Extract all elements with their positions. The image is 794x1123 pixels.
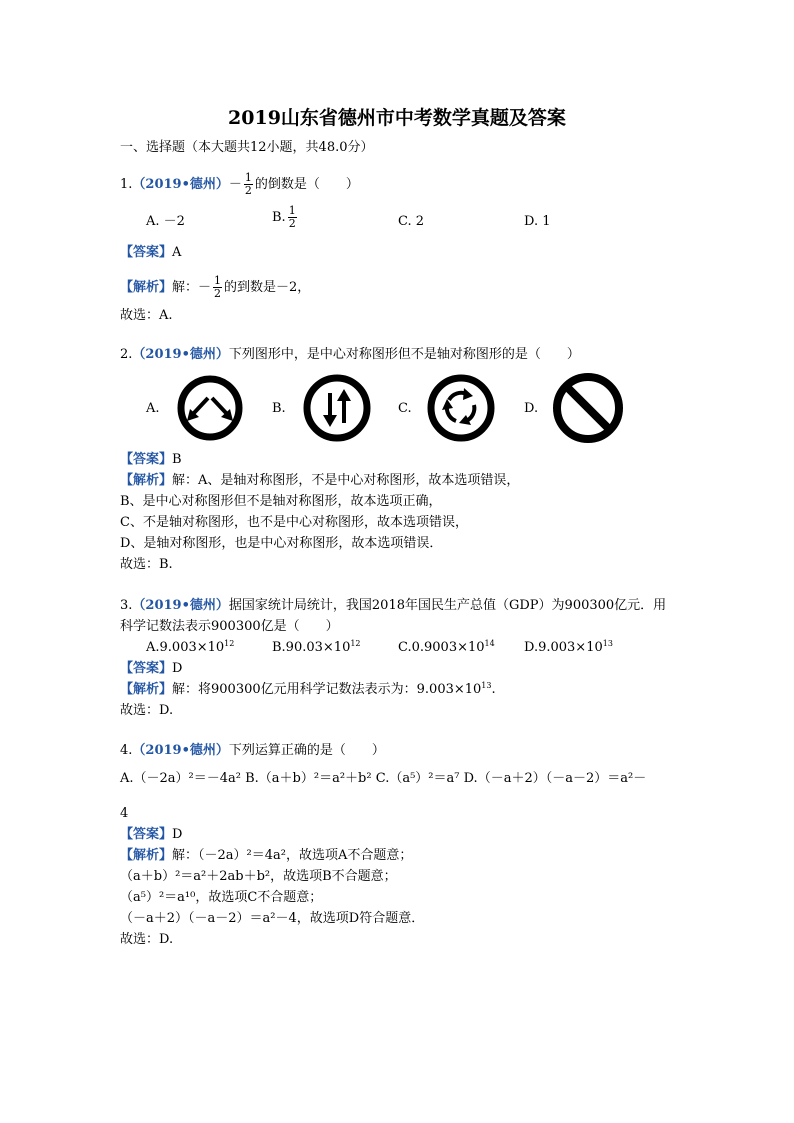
analysis-text: 解：A、是轴对称图形，不是中心对称图形，故本选项错误， — [172, 473, 520, 488]
question-number: 1. — [120, 177, 133, 192]
conclusion: 故选：D. — [120, 703, 174, 718]
question-number: 2. — [120, 347, 133, 362]
sign-a-diagonal-arrows-icon — [176, 374, 244, 442]
options-line: A.（－2a）²＝－4a² B.（a＋b）²＝a²＋b² C.（a⁵）²＝a⁷ D.（－a＋2）（－a－2）＝a²－ — [120, 771, 647, 786]
conclusion: 故选：B. — [120, 557, 173, 572]
question-number: 3. — [120, 598, 133, 613]
sign-d-prohibition-icon — [552, 372, 624, 444]
minus-sign: － — [228, 177, 242, 192]
fraction — [288, 205, 297, 230]
analysis-text: 解：将900300亿元用科学记数法表示为：9.003×10 — [172, 682, 482, 697]
answer-value: B — [172, 452, 182, 467]
option-c — [398, 639, 495, 657]
question-text: 科学记数法表示900300亿是（ ） — [120, 619, 339, 634]
question-text: 下列图形中，是中心对称图形但不是轴对称图形的是（ ） — [228, 347, 580, 362]
answer-label: 【答案】 — [120, 245, 173, 260]
fraction-denominator: 2 — [244, 184, 252, 197]
answer-line — [120, 244, 181, 262]
conclusion: 故选：A. — [120, 308, 173, 323]
answer-value: A — [172, 245, 182, 260]
exponent: 13 — [602, 639, 613, 648]
fraction-numerator: 1 — [244, 171, 252, 184]
question-number: 4. — [120, 743, 133, 758]
option-b — [272, 639, 361, 657]
analysis-label: 【解析】 — [120, 682, 173, 697]
question-text: 据国家统计局统计，我国2018年国民生产总值（GDP）为900300亿元．用 — [228, 598, 667, 613]
question-text: 下列运算正确的是（ ） — [228, 743, 385, 758]
fraction-denominator: 2 — [214, 287, 222, 300]
analysis-label: 【解析】 — [120, 280, 173, 295]
analysis-line: B、是中心对称图形但不是轴对称图形，故本选项正确， — [120, 494, 442, 509]
source-tag: （2019•德州） — [132, 347, 229, 362]
question-4-stem — [120, 742, 385, 760]
option-a: A. －2 — [146, 214, 185, 229]
question-2-stem — [120, 346, 580, 364]
fraction — [244, 172, 253, 197]
option-a: A. — [146, 401, 160, 416]
fraction — [213, 275, 222, 300]
option-c: C. — [398, 401, 412, 416]
option-text: D.9.003×10 — [524, 640, 603, 655]
answer-line — [120, 826, 182, 844]
conclusion: 故选：D. — [120, 932, 174, 947]
sign-b-two-way-arrows-icon — [302, 373, 372, 443]
question-3-stem — [120, 597, 666, 615]
option-text: C.0.9003×10 — [398, 640, 485, 655]
analysis-line: C、不是轴对称图形，也不是中心对称图形，故本选项错误， — [120, 515, 468, 530]
question-1-stem — [120, 172, 359, 197]
source-tag: （2019•德州） — [132, 598, 229, 613]
option-text: A.9.003×10 — [146, 640, 225, 655]
exponent: 13 — [481, 681, 492, 690]
option-b — [272, 205, 299, 230]
exponent: 14 — [484, 639, 495, 648]
analysis-line — [120, 681, 496, 699]
analysis-line: D、是轴对称图形，也是中心对称图形，故本选项错误． — [120, 536, 443, 551]
analysis-line — [120, 472, 519, 490]
source-tag: （2019•德州） — [132, 743, 229, 758]
answer-label: 【答案】 — [120, 827, 173, 842]
answer-label: 【答案】 — [120, 452, 173, 467]
analysis-line: （a＋b）²＝a²＋2ab＋b²，故选项B不合题意； — [120, 869, 397, 884]
exponent: 12 — [350, 639, 361, 648]
answer-value: D — [172, 661, 183, 676]
analysis-line — [120, 847, 412, 865]
period: . — [491, 682, 496, 697]
option-text: B.90.03×10 — [272, 640, 351, 655]
option-d: D. — [524, 401, 539, 416]
analysis-text: 的到数是－2， — [224, 280, 311, 295]
option-a — [146, 639, 234, 657]
analysis-line — [120, 275, 310, 300]
fraction-numerator: 1 — [288, 204, 296, 217]
option-c: C. 2 — [398, 214, 425, 229]
analysis-text: 解：（－2a）²＝4a²，故选项A不合题意； — [172, 848, 413, 863]
analysis-line: （－a＋2）（－a－2）＝a²－4，故选项D符合题意． — [120, 911, 425, 926]
answer-line — [120, 660, 182, 678]
option-label: B. — [272, 210, 286, 225]
exponent: 12 — [224, 639, 235, 648]
answer-line — [120, 451, 182, 469]
section-heading: 一、选择题（本大题共12小题，共48.0分） — [120, 140, 374, 155]
question-text: 的倒数是（ ） — [254, 177, 359, 192]
analysis-label: 【解析】 — [120, 848, 173, 863]
page-title: 2019山东省德州市中考数学真题及答案 — [228, 107, 566, 129]
answer-label: 【答案】 — [120, 661, 173, 676]
fraction-numerator: 1 — [214, 274, 222, 287]
source-tag: （2019•德州） — [132, 177, 229, 192]
fraction-denominator: 2 — [288, 217, 296, 230]
analysis-label: 【解析】 — [120, 473, 173, 488]
analysis-text: 解：－ — [172, 280, 212, 295]
options-line-wrap: 4 — [120, 806, 129, 821]
option-b: B. — [272, 401, 286, 416]
analysis-line: （a⁵）²＝a¹⁰，故选项C不合题意； — [120, 890, 323, 905]
sign-c-roundabout-icon — [426, 373, 496, 443]
answer-value: D — [172, 827, 183, 842]
option-d — [524, 639, 613, 657]
option-d: D. 1 — [524, 214, 551, 229]
